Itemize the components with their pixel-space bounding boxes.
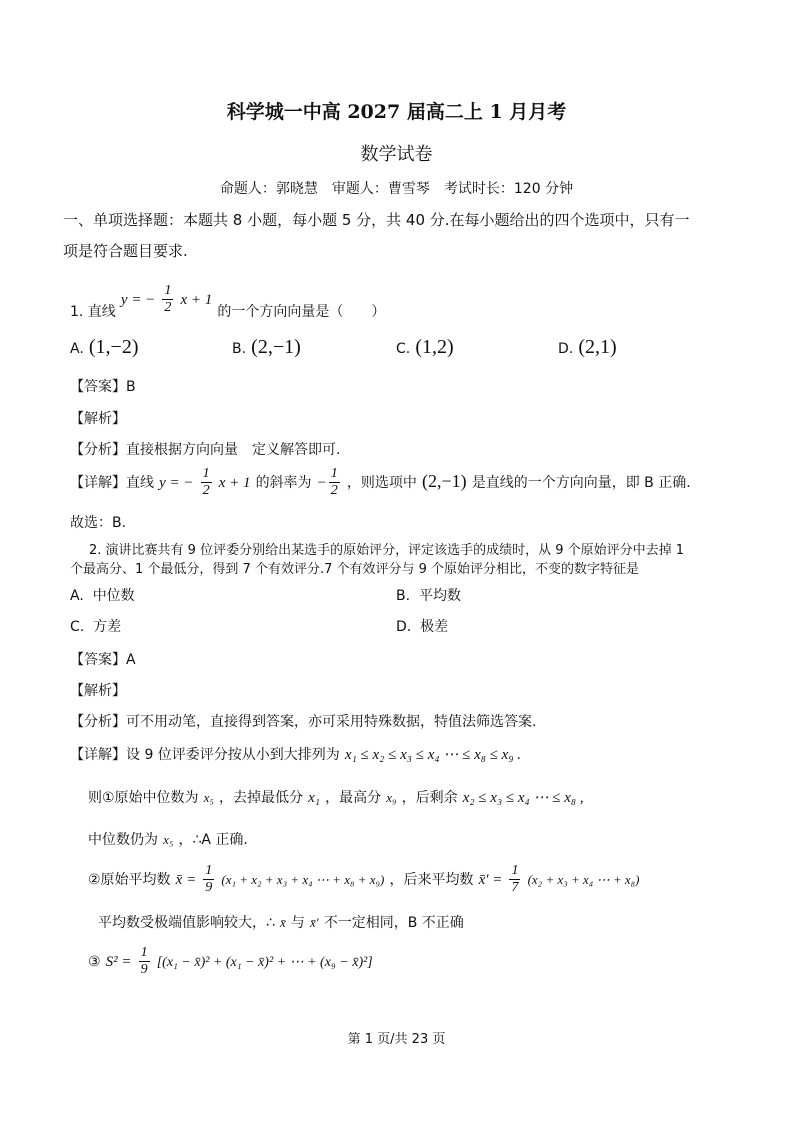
option-value: 极差	[420, 619, 449, 635]
option-label: B.	[232, 341, 247, 357]
q2-analysis: 【解析】	[70, 683, 126, 699]
frac-num: 1	[140, 945, 148, 960]
q2-detail-1	[70, 744, 521, 764]
q2-fenxi: 【分析】可不用动笔，直接得到答案，亦可采用特殊数据，特值法筛选答案.	[70, 714, 537, 730]
fraction-1-9	[203, 863, 214, 896]
text: 平均数受极端值影响较大，∴	[98, 915, 275, 931]
q1-option-d[interactable]	[558, 336, 617, 359]
question-1-stem	[70, 283, 386, 320]
frac-num: 1	[205, 863, 213, 878]
q1-option-b[interactable]	[232, 336, 301, 359]
sum-expression-2: (x₂ + x₃ + x₄ ⋯ + x₈)	[527, 872, 640, 887]
q1-suffix: 的一个方向向量是（ ）	[217, 304, 386, 320]
q1-detail-frac	[201, 466, 212, 499]
q1-detail-mid: 的斜率为	[255, 475, 312, 491]
q2-option-d[interactable]	[396, 616, 448, 636]
remaining-inequality: x₂ ≤ x₃ ≤ x₄ ⋯ ≤ x₈ ,	[462, 790, 584, 806]
text: 与	[290, 915, 305, 931]
q1-answer: 【答案】B	[70, 379, 136, 395]
text: ，去掉最低分	[219, 790, 304, 806]
q2-option-b[interactable]	[396, 585, 461, 605]
frac-num: 1	[330, 466, 338, 481]
frac-num: 1	[511, 863, 519, 878]
q1-eq-lhs: y = −	[120, 292, 156, 308]
var-xbar-prime: x̄′	[309, 915, 319, 930]
q1-prefix: 1. 直线	[70, 304, 116, 320]
text: ，∴A 正确.	[178, 832, 248, 848]
option-value: 中位数	[92, 588, 135, 604]
exam-title: 科学城一中高 2027 届高二上 1 月月考	[226, 101, 567, 123]
option-value: 平均数	[418, 588, 461, 604]
var-x5: x₅	[163, 832, 174, 847]
fraction-1-7	[509, 863, 520, 896]
option-value: (2,1)	[578, 336, 617, 358]
var-x5: x₅	[203, 790, 214, 805]
variance-sum: [(x₁ − x̄)² + (x₁ − x̄)² + ⋯ + (x₉ − x̄)²]	[156, 955, 373, 970]
q1-fraction	[162, 283, 173, 316]
q1-fenxi: 【分析】直接根据方向向量 定义解答即可.	[70, 442, 341, 458]
exam-subtitle: 数学试卷	[360, 144, 433, 165]
q1-option-c[interactable]	[396, 336, 454, 359]
q2-option-a[interactable]	[70, 585, 135, 605]
q1-detail-slope-sign: −	[316, 475, 327, 491]
q1-detail-mid2: ，则选项中	[346, 475, 417, 491]
q1-detail-vector: (2,−1)	[421, 471, 467, 491]
option-label: A.	[70, 341, 84, 357]
option-label: D.	[396, 619, 412, 635]
q2-answer: 【答案】A	[70, 652, 136, 668]
option-label: D.	[558, 341, 574, 357]
section-intro-line1: 一、单项选择题：本题共 8 小题，每小题 5 分，共 40 分.在每小题给出的四个选项中，只有一	[63, 211, 690, 229]
option-value: (1,2)	[415, 336, 454, 358]
q2-step-2	[88, 863, 639, 896]
option-value: (1,−2)	[88, 336, 139, 358]
exam-meta: 命题人：郭晓慧 审题人：曹雪琴 考试时长：120 分钟	[219, 181, 574, 197]
text: ③	[88, 954, 101, 970]
q1-detail-end: 是直线的一个方向向量，即 B 正确.	[471, 475, 691, 491]
new-mean-symbol: x̄′ =	[478, 872, 503, 888]
q1-frac-den: 2	[164, 300, 172, 315]
q1-detail-eq-rhs: x + 1	[218, 475, 251, 491]
text: ，后剩余	[401, 790, 458, 806]
option-label: C.	[70, 619, 85, 635]
text: ，最高分	[325, 790, 382, 806]
q2-detail-text: 【详解】设 9 位评委评分按从小到大排列为	[70, 747, 340, 763]
var-x9: x₉	[386, 790, 397, 805]
frac-den: 7	[511, 880, 519, 895]
q1-detail-prefix: 【详解】直线	[70, 475, 154, 491]
q1-analysis: 【解析】	[70, 411, 126, 427]
q1-detail	[70, 466, 691, 499]
q1-detail-eq-lhs: y = −	[159, 475, 194, 491]
q2-option-c[interactable]	[70, 616, 121, 636]
q2-stem-line2: 个最高分、1 个最低分，得到 7 个有效评分.7 个有效评分与 9 个原始评分相比，不变的数字特征是	[70, 562, 640, 577]
frac-den: 2	[202, 483, 210, 498]
q1-detail-slope-frac	[329, 466, 340, 499]
option-value: (2,−1)	[251, 336, 301, 358]
frac-den: 2	[330, 483, 338, 498]
variance-symbol: S² =	[105, 954, 132, 970]
mean-symbol: x̄ =	[175, 872, 197, 888]
q1-frac-num: 1	[164, 283, 172, 298]
q1-eq-rhs: x + 1	[180, 292, 213, 308]
q2-step-1	[88, 787, 584, 807]
option-value: 方差	[93, 619, 122, 635]
q2-stem-line1: 2. 演讲比赛共有 9 位评委分别给出某选手的原始评分，评定该选手的成绩时，从 9 个原始评分中去掉 1	[89, 543, 685, 558]
frac-den: 9	[205, 880, 213, 895]
q1-conclusion: 故选：B.	[70, 515, 127, 531]
frac-num: 1	[202, 466, 210, 481]
option-label: B.	[396, 588, 411, 604]
page-number: 第 1 页/共 23 页	[347, 1032, 446, 1047]
option-label: A.	[70, 588, 84, 604]
option-label: C.	[396, 341, 411, 357]
text: ，后来平均数	[389, 872, 474, 888]
var-x1: x₁	[308, 790, 321, 806]
q2-step-1b	[88, 829, 248, 849]
text: ②原始平均数	[88, 872, 171, 888]
q2-step-2b	[98, 912, 464, 932]
frac-den: 9	[140, 962, 148, 977]
var-xbar: x̄	[280, 915, 286, 930]
text: 中位数仍为	[88, 832, 158, 848]
text: 则①原始中位数为	[88, 790, 199, 806]
fraction-1-9-b	[139, 945, 150, 978]
q2-detail-inequality: x₁ ≤ x₂ ≤ x₃ ≤ x₄ ⋯ ≤ x₈ ≤ x₉ .	[344, 747, 522, 763]
sum-expression: (x₁ + x₂ + x₃ + x₄ ⋯ + x₈ + x₉)	[221, 872, 385, 887]
section-intro-line2: 项是符合题目要求.	[63, 242, 188, 260]
text: 不一定相同，B 不正确	[323, 915, 464, 931]
q1-option-a[interactable]	[70, 336, 138, 359]
q2-step-3	[88, 945, 373, 978]
